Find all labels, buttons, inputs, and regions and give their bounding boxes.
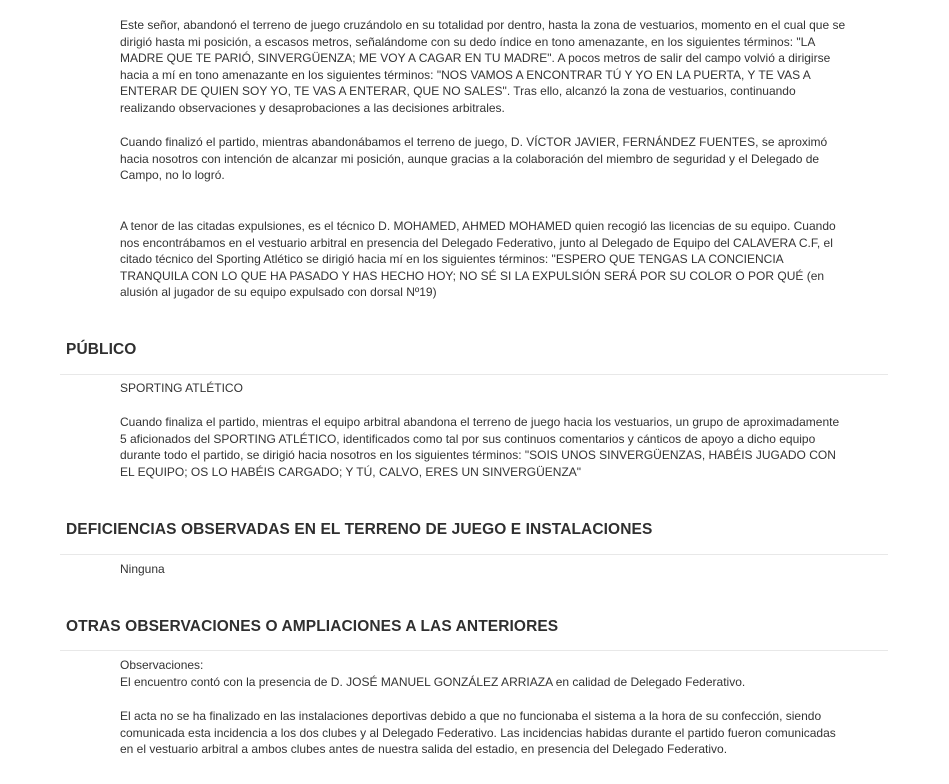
section-title-deficiencias: DEFICIENCIAS OBSERVADAS EN EL TERRENO DE JUEGO E INSTALACIONES <box>66 521 653 538</box>
incident-paragraph-3: A tenor de las citadas expulsiones, es el técnico D. MOHAMED, AHMED MOHAMED quien recogió las licencias de su equipo. Cuando nos encontrábamos en el vestuario arbitral en presencia del Delegado Federativo, junto al Delegado de Equipo del CALAVERA C.F, el citado técnico del Sporting Atlético se dirigió hacia mí en los siguientes términos: "ESPERO QUE TENGAS LA CONCIENCIA TRANQUILA CON LO QUE HA PASADO Y HAS HECHO HOY; NO SÉ SI LA EXPULSIÓN SERÁ POR SU COLOR O POR QUÉ (en alusión al jugador de su equipo expulsado con dorsal Nº19) <box>120 219 836 300</box>
observaciones-line-1: El encuentro contó con la presencia de D. JOSÉ MANUEL GONZÁLEZ ARRIAZA en calidad de Delegado Federativo. <box>120 674 746 689</box>
section-divider <box>60 554 888 555</box>
observaciones-paragraph-2: El acta no se ha finalizado en las instalaciones deportivas debido a que no funcionaba el sistema a la hora de su confección, siendo comunicada esta incidencia a los dos clubes y al Delegado Federativo. Las incidencias habidas durante el partido fueron comunicadas en el vestuario arbitral a ambos clubes antes de nuestra salida del estadio, en presencia del Delegado Federativo. <box>120 709 836 757</box>
section-divider <box>60 650 888 651</box>
incident-paragraph-1: Este señor, abandonó el terreno de juego cruzándolo en su totalidad por dentro, hasta la zona de vestuarios, momento en el cual que se dirigió hasta mi posición, a escasos metros, señalándome con su dedo índice en tono amenazante, en los siguientes términos: "LA MADRE QUE TE PARIÓ, SINVERGÜENZA; ME VOY A CAGAR EN TU MADRE". A pocos metros de salir del campo volvió a dirigirse hacia a mí en tono amenazante en los siguientes términos: "NOS VAMOS A ENCONTRAR TÚ Y YO EN LA PUERTA, Y TE VAS A ENTERAR DE QUIEN SOY YO, TE VAS A ENTERAR, QUE NO SALES". Tras ello, alcanzó la zona de vestuarios, continuando realizando observaciones y desaprobaciones a las decisiones arbitrales. <box>120 18 846 115</box>
publico-team: SPORTING ATLÉTICO <box>120 381 243 395</box>
publico-paragraph: Cuando finaliza el partido, mientras el equipo arbitral abandona el terreno de juego hacia los vestuarios, un grupo de aproximadamente 5 aficionados del SPORTING ATLÉTICO, identificados como tal por sus continuos comentarios y cánticos de apoyo a dicho equipo durante todo el partido, se dirigió hacia nosotros en los siguientes términos: "SOIS UNOS SINVERGÜENZAS, HABÉIS JUGADO CON EL EQUIPO; OS LO HABÉIS CARGADO; Y TÚ, CALVO, ERES UN SINVERGÜENZA" <box>120 415 840 479</box>
otras-block <box>120 657 848 690</box>
section-divider <box>60 374 888 375</box>
incident-paragraph-2: Cuando finalizó el partido, mientras abandonábamos el terreno de juego, D. VÍCTOR JAVIER, FERNÁNDEZ FUENTES, se aproximó hacia nosotros con intención de alcanzar mi posición, aunque gracias a la colaboración del miembro de seguridad y el Delegado de Campo, no lo logró. <box>120 135 828 183</box>
observaciones-label: Observaciones: <box>120 658 204 672</box>
section-title-publico: PÚBLICO <box>66 341 137 358</box>
deficiencias-text: Ninguna <box>120 562 165 576</box>
section-title-otras: OTRAS OBSERVACIONES O AMPLIACIONES A LAS ANTERIORES <box>66 618 559 635</box>
